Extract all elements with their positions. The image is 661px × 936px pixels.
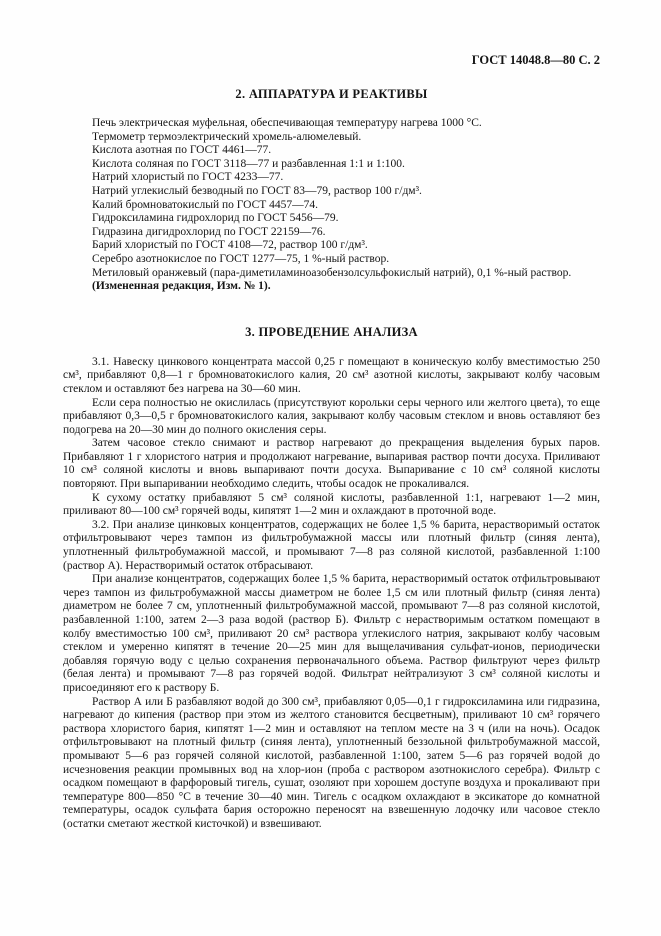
reagent-item: Кислота соляная по ГОСТ 3118—77 и разбавленная 1:1 и 1:100.: [92, 157, 405, 170]
reagent-item: Кислота азотная по ГОСТ 4461—77.: [92, 144, 272, 157]
reagent-item: Натрий углекислый безводный по ГОСТ 83—79, раствор 100 г/дм³.: [92, 184, 422, 197]
analysis-paragraph: При анализе концентратов, содержащих более 1,5 % барита, нерастворимый остаток отфильтровывают через тампон из фильтробумажной массы диаметром не более 1,5 см или плотный фильтр (синяя лента) диаметром не более 7 см, уплотненный фильтробумажной массой, промывают 7—8 раз соляной кислотой, разбавленной 1:100, затем 2—3 раза водой (раствор Б). Фильтр с нерастворимым остатком помещают в колбу вместимостью 100 см³, приливают 20 см³ раствора углекислого натрия, закрывают колбу часовым стеклом и умеренно кипятят в течение 20—25 мин для выщелачивания сульфат-ионов, периодически добавляя горячую воду с целью сохранения первоначального объема. Раствор фильтруют через фильтр (белая лента) и промывают 7—8 раз горячей водой. Фильтрат нейтрализуют 3 см³ соляной кислоты и присоединяют его к раствору Б.: [63, 573, 600, 694]
analysis-paragraph: К сухому остатку прибавляют 5 см³ соляной кислоты, разбавленной 1:1, нагревают 1—2 мин, приливают 80—100 см³ горячей воды, кипятят 1—2 мин и охлаждают в проточной воде.: [63, 491, 600, 518]
reagent-item: Печь электрическая муфельная, обеспечивающая температуру нагрева 1000 °С.: [92, 117, 482, 129]
section-3-title: 3. ПРОВЕДЕНИЕ АНАЛИЗА: [245, 324, 418, 339]
reagent-item: Гидроксиламина гидрохлорид по ГОСТ 5456—79.: [92, 212, 339, 225]
amendment-note: (Измененная редакция, Изм. № 1).: [92, 280, 271, 293]
page-header: ГОСТ 14048.8—80 С. 2: [471, 53, 600, 67]
reagents-list: [63, 117, 600, 294]
analysis-paragraph: 3.1. Навеску цинкового концентрата массой 0,25 г помещают в коническую колбу вместимостью 250 см³, прибавляют 0,8—1 г бромноватокислого калия, 20 см³ азотной кислоты, закрывают колбу часовым стеклом и оставляют без нагрева на 30—60 мин.: [63, 355, 600, 395]
analysis-paragraph: Если сера полностью не окислилась (присутствуют корольки серы черного или желтого цвета), то еще прибавляют 0,3—0,5 г бромноватокислого калия, закрывают колбу часовым стеклом и вновь оставляют без подогрева на 20—30 мин до полного окисления серы.: [63, 396, 600, 436]
analysis-paragraph: Раствор А или Б разбавляют водой до 300 см³, прибавляют 0,05—0,1 г гидроксиламина или гидразина, нагревают до кипения (раствор при этом из желтого становится бесцветным), приливают 10 см³ горячего раствора хлористого бария, кипятят 1—2 мин и оставляют на теплом месте на 3 ч (или на ночь). Осадок отфильтровывают на плотный фильтр (синяя лента), уплотненный беззольной фильтробумажной массой, промывают 5—6 раз горячей соляной кислотой, разбавленной 1:100, затем 5—6 раз горячей водой до исчезновения реакции промывных вод на хлор-ион (проба с раствором азотнокислого серебра). Фильтр с осадком помещают в фарфоровый тигель, сушат, озоляют при хорошем доступе воздуха и прокаливают при температуре 800—850 °С в течение 30—40 мин. Тигель с осадком охлаждают в эксикаторе до комнатной температуры, осадок сульфата бария осторожно переносят на взвешенную лодочку или часовое стекло (остатки сметают жесткой кисточкой) и взвешивают.: [63, 695, 600, 830]
reagent-item: Метиловый оранжевый (пара-диметиламиноазобензолсульфокислый натрий), 0,1 %-ный раствор.: [92, 266, 572, 279]
reagent-item: Серебро азотнокислое по ГОСТ 1277—75, 1 %-ный раствор.: [92, 252, 390, 265]
section-2-title: 2. АППАРАТУРА И РЕАКТИВЫ: [235, 87, 428, 101]
reagent-item: Натрий хлористый по ГОСТ 4233—77.: [92, 171, 284, 184]
reagent-item: Калий бромноватокислый по ГОСТ 4457—74.: [92, 198, 319, 211]
reagent-item: Гидразина дигидрохлорид по ГОСТ 22159—76.: [92, 225, 326, 238]
analysis-paragraph: 3.2. При анализе цинковых концентратов, содержащих не более 1,5 % барита, нерастворимый остаток отфильтровывают через тампон из фильтробумажной массы или плотный фильтр (синяя лента), уплотненный фильтробумажной массой, и промывают 7—8 раз соляной кислотой, разбавленной 1:100 (раствор А). Нерастворимый остаток отбрасывают.: [63, 518, 600, 572]
reagent-item: Термометр термоэлектрический хромель-алюмелевый.: [92, 130, 362, 143]
analysis-procedure: [63, 356, 600, 832]
analysis-paragraph: Затем часовое стекло снимают и раствор нагревают до прекращения выделения бурых паров. Прибавляют 1 г хлористого натрия и продолжают нагревание, выпаривая раствор почти досуха. Приливают 10 см³ соляной кислоты и вновь выпаривают почти досуха. Выпаривание с 10 см³ соляной кислоты повторяют. При выпаривании необходимо следить, чтобы осадок не прокаливался.: [63, 437, 600, 491]
reagent-item: Барий хлористый по ГОСТ 4108—72, раствор 100 г/дм³.: [92, 239, 368, 252]
